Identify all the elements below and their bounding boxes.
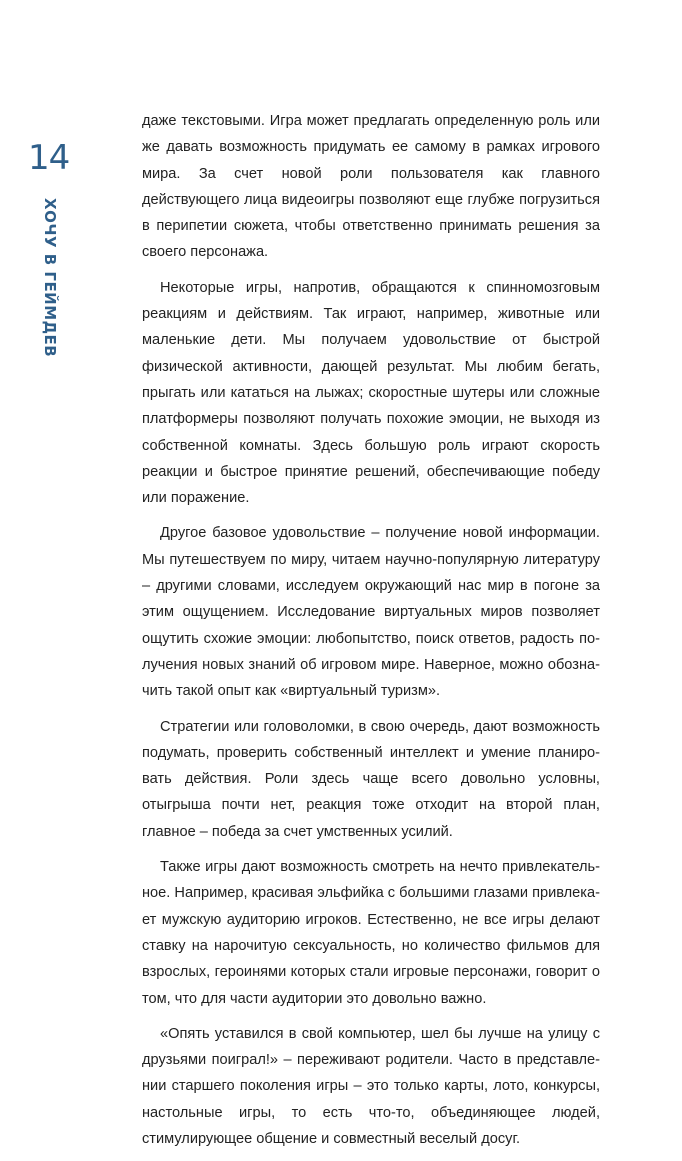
running-title: ХОЧУ В ГЕЙМДЕВ xyxy=(41,198,59,358)
paragraph: «Опять уставился в свой компьютер, шел бы лучше на улицу с друзьями поиграл!» – переживают родители. Часто в представлении старшего поколения игры – это только карты, лото, конкурсы, настольные игры, то есть что-то, объединяющее людей, стимулирующее общение и совместный веселый досуг. xyxy=(142,1025,600,1147)
paragraph: Также игры дают возможность смотреть на нечто привлекательное. Например, красивая эльфийка с большими глазами привлекает мужскую аудиторию игроков. Естественно, не все игры делают ставку на нарочитую сексуальность, но количество фильмов для взрослых, героинями которых стали игровые персонажи, говорит о том, что для части аудитории это довольно важно. xyxy=(142,859,600,1007)
paragraph: Другое базовое удовольствие – получение новой информации. Мы путешествуем по миру, читаем научно-популярную литературу – другими словами, исследуем окружающий нас мир в погоне за этим ощущением. Исследование виртуальных миров позволяет ощутить схожие эмоции: любопытство, поиск ответов, радость получения новых знаний об игровом мире. Наверное, можно обозначить такой опыт как «виртуальный туризм». xyxy=(142,525,600,700)
page-number: 14 xyxy=(28,138,70,178)
paragraph: Некоторые игры, напротив, обращаются к спинномозговым реакциям и действиям. Так играют, например, животные или маленькие дети. Мы получаем удовольствие от быстрой физической активности, дающей результат. Мы любим бегать, прыгать или кататься на лыжах; скоростные шутеры или сложные платформеры позволяют получать похожие эмоции, не выходя из собственной комнаты. Здесь большую роль играют скорость реакции и быстрое принятие решений, обеспечивающие победу или поражение. xyxy=(142,279,600,507)
paragraph: Стратегии или головоломки, в свою очередь, дают возможность подумать, проверить собственный интеллект и умение планировать действия. Роли здесь чаще всего довольно условны, отыгрыша почти нет, реакция тоже отходит на второй план, главное – победа за счет умственных усилий. xyxy=(142,718,600,840)
body-text xyxy=(142,108,600,1161)
paragraph: даже текстовыми. Игра может предлагать определенную роль или же давать возможность придумать ее самому в рамках игрового мира. За счет новой роли пользователя как главного действующего лица видеоигры позволяют еще глубже погрузиться в перипетии сюжета, чтобы ответственно принимать решения за своего персонажа. xyxy=(142,113,600,261)
